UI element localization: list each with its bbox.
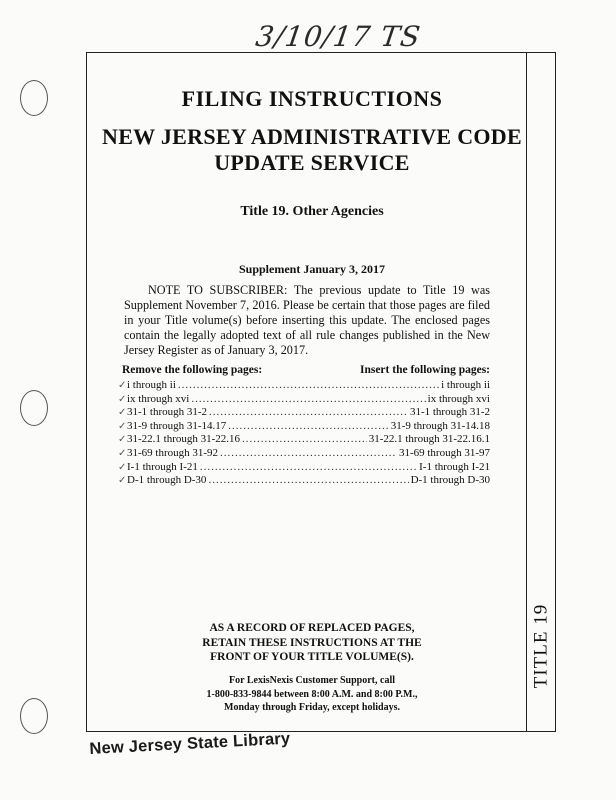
code-title-line-2: UPDATE SERVICE xyxy=(214,150,410,175)
support-line-2: 1-800-833-9844 between 8:00 A.M. and 8:00 P.M., xyxy=(206,688,418,700)
checkmark-icon: ✓ xyxy=(118,393,127,405)
table-row xyxy=(118,420,490,434)
tab-label-text: TITLE 19 xyxy=(530,603,552,689)
insert-pages-cell: 31-22.1 through 31-22.16.1 xyxy=(368,433,490,446)
agency-title: Title 19. Other Agencies xyxy=(240,204,384,219)
customer-support-notice xyxy=(100,674,524,715)
insert-pages-cell: i through ii xyxy=(441,379,490,391)
remove-pages-cell: 31-22.1 through 31-22.16 xyxy=(127,433,241,446)
table-row xyxy=(118,393,490,407)
table-row xyxy=(118,379,490,393)
page-title: FILING INSTRUCTIONS xyxy=(181,86,443,111)
code-title xyxy=(100,124,524,176)
insert-pages-cell: I-1 through I-21 xyxy=(419,460,490,473)
dot-leader xyxy=(191,393,425,407)
checkmark-icon: ✓ xyxy=(118,475,127,487)
insert-pages-cell: ix through xvi xyxy=(427,392,490,405)
checkmark-icon: ✓ xyxy=(118,420,127,432)
insert-header: Insert the following pages: xyxy=(359,364,490,376)
dot-leader xyxy=(200,461,417,475)
dot-leader xyxy=(228,420,388,434)
code-title-line-1: NEW JERSEY ADMINISTRATIVE CODE xyxy=(102,124,522,149)
checkmark-icon: ✓ xyxy=(118,461,127,473)
checkmark-icon: ✓ xyxy=(118,380,127,391)
supplement-date: Supplement January 3, 2017 xyxy=(238,262,386,276)
dot-leader xyxy=(178,379,439,393)
library-stamp: New Jersey State Library xyxy=(89,729,291,759)
checkmark-icon: ✓ xyxy=(118,407,127,419)
table-header xyxy=(118,364,490,379)
table-row xyxy=(118,474,490,488)
record-notice xyxy=(100,621,524,665)
subscriber-note: NOTE TO SUBSCRIBER: The previous update to Title 19 was Supplement November 7, 2016. Please be certain that those pages are filed in your Title volume(s) before inserting this update. The enclosed pages contain the legally adopted text of all rule changes published in the New Jersey Register as of January 3, 2017. xyxy=(124,283,490,357)
punch-hole-icon xyxy=(20,80,48,116)
punch-hole-icon xyxy=(20,698,48,734)
table-row xyxy=(118,447,490,461)
record-notice-line-1: AS A RECORD OF REPLACED PAGES, xyxy=(209,622,415,634)
support-line-1: For LexisNexis Customer Support, call xyxy=(228,675,395,686)
table-row xyxy=(118,461,490,475)
remove-pages-cell: 31-1 through 31-2 xyxy=(127,406,208,419)
dot-leader xyxy=(220,447,397,461)
dot-leader xyxy=(242,433,367,447)
remove-pages-cell: 31-69 through 31-92 xyxy=(127,446,219,459)
table-rows xyxy=(118,379,490,488)
remove-pages-cell: D-1 through D-30 xyxy=(127,474,207,487)
record-notice-line-2: RETAIN THESE INSTRUCTIONS AT THE xyxy=(202,636,422,649)
insert-pages-cell: 31-69 through 31-97 xyxy=(398,446,490,459)
remove-header: Remove the following pages: xyxy=(122,364,263,376)
insert-pages-cell: 31-9 through 31-14.18 xyxy=(390,419,490,432)
dot-leader xyxy=(208,474,408,488)
insert-pages-cell: 31-1 through 31-2 xyxy=(409,406,490,419)
punch-hole-icon xyxy=(20,390,48,426)
remove-pages-cell: i through ii xyxy=(127,379,176,391)
checkmark-icon: ✓ xyxy=(118,434,127,446)
insert-pages-cell: D-1 through D-30 xyxy=(410,474,490,487)
title-tab-label xyxy=(527,603,555,689)
remove-pages-cell: 31-9 through 31-14.17 xyxy=(127,419,227,432)
checkmark-icon: ✓ xyxy=(118,447,127,459)
page-replacement-table xyxy=(118,364,490,488)
handwritten-date-annotation: 3/10/17 TS xyxy=(253,20,424,53)
remove-pages-cell: ix through xvi xyxy=(127,392,190,405)
support-line-3: Monday through Friday, except holidays. xyxy=(224,702,400,713)
record-notice-line-3: FRONT OF YOUR TITLE VOLUME(S). xyxy=(210,651,414,663)
table-row xyxy=(118,406,490,420)
table-row xyxy=(118,433,490,447)
remove-pages-cell: I-1 through I-21 xyxy=(127,460,198,473)
dot-leader xyxy=(209,406,408,420)
